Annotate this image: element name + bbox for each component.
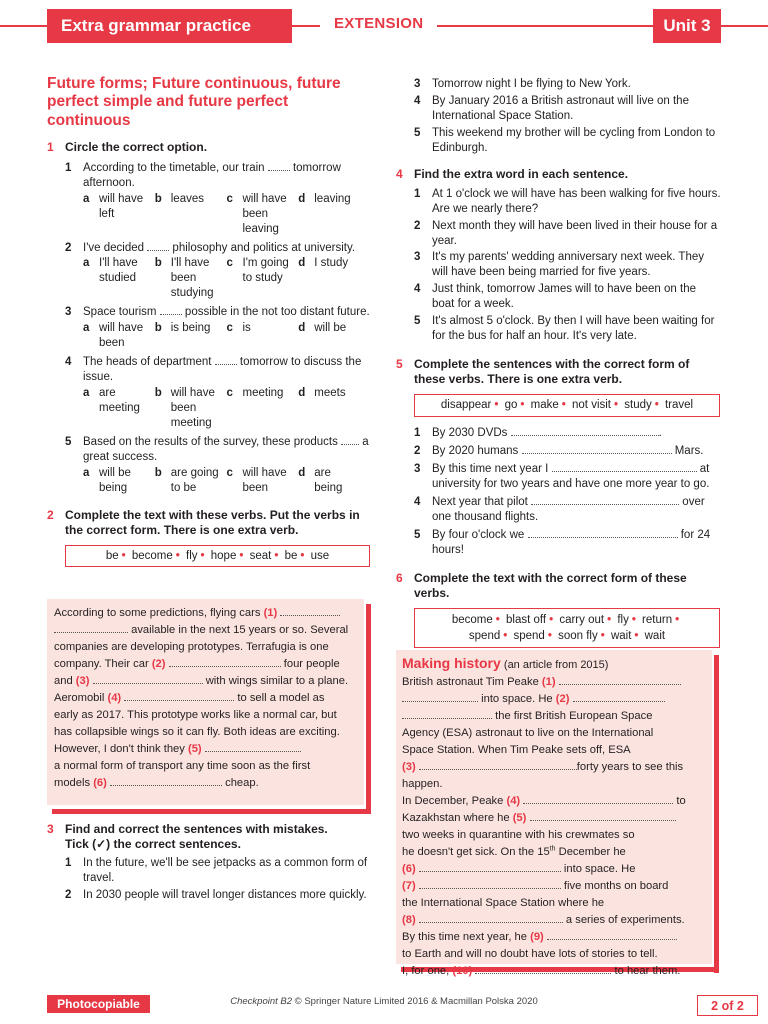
question-item: 5 It's almost 5 o'clock. By then I will have been waiting for for the bus for half an hour. It's very late.	[414, 315, 715, 343]
answer-gap[interactable]	[160, 305, 182, 315]
answer-gap[interactable]	[419, 913, 563, 923]
option[interactable]: d I study	[298, 257, 349, 270]
answer-gap[interactable]	[419, 862, 561, 872]
word-chip: spend	[513, 629, 545, 642]
option[interactable]: b are going to be	[154, 466, 219, 494]
exercise-number: 2	[47, 507, 54, 522]
question-item: 1 According to the timetable, our train tomorrow afternoon.	[65, 161, 341, 189]
answer-gap[interactable]	[528, 528, 678, 538]
answer-gap[interactable]	[268, 161, 290, 171]
answer-gap[interactable]	[93, 674, 203, 684]
exercise-number: 6	[396, 570, 403, 585]
left-column	[47, 75, 370, 567]
ex2-text-panel: According to some predictions, flying cars (1) available in the next 15 years or so. Several companies are developing prototypes. Terrafugia is one company. Their car (2) four people and (3) with wings similar to a plane. Aeromobil (4) to sell a model as early as 2017. This prototype works like a normal car, but has collapsible wings so it can fly. Both ideas are exciting. However, I don't think they (5) a normal form of transport any time soon as the first models (6) cheap.	[47, 599, 364, 805]
answer-gap[interactable]	[341, 435, 359, 445]
exercise-instruction: Complete the text with the correct form of these verbs.	[414, 570, 687, 600]
word-chip: blast off	[506, 613, 547, 626]
question-item: 3 It's my parents' wedding anniversary next week. They will have been being married for five years.	[414, 251, 705, 279]
word-chip: go	[504, 399, 518, 412]
option-row	[83, 256, 370, 301]
option[interactable]: a I'll have studied	[83, 257, 138, 285]
exercise-instruction: Circle the correct option.	[65, 139, 208, 154]
option-row	[83, 192, 370, 237]
answer-gap[interactable]	[531, 495, 679, 505]
word-chip: wait	[644, 629, 666, 642]
option[interactable]: d are being	[298, 466, 343, 494]
exercise-6	[396, 571, 721, 648]
exercise-number: 1	[47, 139, 54, 154]
answer-gap[interactable]	[523, 794, 673, 804]
answer-gap[interactable]	[475, 964, 611, 974]
word-chip: carry out	[559, 613, 605, 626]
word-box: be • become • fly • hope • seat • be • use	[65, 545, 370, 568]
option-row	[83, 386, 370, 431]
exercise-instruction: Complete the sentences with the correct form of these verbs. There is one extra verb.	[414, 357, 690, 387]
answer-gap[interactable]	[205, 742, 301, 752]
word-chip: disappear	[440, 399, 492, 412]
header-unit-badge: Unit 3	[653, 9, 721, 43]
option[interactable]: c is	[226, 322, 251, 335]
option[interactable]: b is being	[154, 322, 211, 335]
option[interactable]: b will have been meeting	[154, 386, 215, 429]
word-chip: study	[624, 399, 652, 412]
word-chip: be	[105, 549, 119, 562]
option[interactable]: a are meeting	[83, 386, 140, 414]
option-row	[83, 321, 370, 351]
word-chip: become	[131, 549, 173, 562]
exercise-1	[47, 140, 370, 496]
answer-gap[interactable]	[402, 692, 478, 702]
word-chip: use	[310, 549, 330, 562]
question-item: 1 In the future, we'll be see jetpacks as a common form of travel.	[65, 857, 368, 884]
word-chip: return	[642, 613, 673, 626]
exercise-number: 4	[396, 166, 403, 181]
word-chip: hope	[210, 549, 237, 562]
option[interactable]: a will have left	[83, 192, 144, 220]
option[interactable]: d will be	[298, 322, 347, 335]
right-column	[396, 77, 721, 648]
exercise-number: 5	[396, 357, 403, 372]
exercise-instruction: Complete the text with these verbs. Put the verbs in the correct form. There is one extra verb.	[65, 507, 360, 537]
question-item: 4 The heads of department tomorrow to discuss the issue.	[65, 356, 362, 384]
ex6-article-panel: Making history (an article from 2015) British astronaut Tim Peake (1) into space. He (2) the first British European Space Agency (ESA) astronaut to live on the International Space Station. When Tim Peake sets off, ESA (3) forty years to see this happen. In December, Peake (4) to Kazakhstan where he (5) two weeks in quarantine with his crewmates so he doesn't get sick. On the 15th December he (6) into space. He (7) five months on board the International Space Station where he (8) a series of experiments. By this time next year, he (9) to Earth and will no doubt have lots of stories to tell. I, for one, (10) to hear them.	[396, 650, 712, 964]
panel-shadow	[714, 655, 719, 973]
option[interactable]: c meeting	[226, 386, 284, 399]
answer-gap[interactable]	[573, 692, 665, 702]
section-title: Future forms; Future continuous, future perfect simple and future perfect continuous	[47, 75, 341, 129]
question-item: 5 Based on the results of the survey, these products a great success.	[65, 435, 369, 463]
exercise-3	[47, 822, 370, 903]
question-item: 3 Tomorrow night I be flying to New York.	[414, 78, 631, 90]
question-item: 2 Next month they will have been lived in their house for a year.	[414, 219, 718, 247]
answer-gap[interactable]	[280, 606, 340, 616]
option[interactable]: c will have been leaving	[226, 192, 287, 235]
question-item: 3 Space tourism possible in the not too distant future.	[65, 306, 370, 319]
answer-gap[interactable]	[419, 760, 577, 770]
answer-gap[interactable]	[402, 709, 492, 719]
answer-gap[interactable]	[215, 355, 237, 365]
option[interactable]: d meets	[298, 386, 346, 399]
question-item: 2 I've decided philosophy and politics at university.	[65, 241, 356, 254]
question-item: 5 This weekend my brother will be cycling from London to Edinburgh.	[414, 126, 716, 154]
question-item: 4 Just think, tomorrow James will to have been on the boat for a week.	[414, 283, 696, 311]
panel-shadow	[52, 809, 371, 814]
answer-gap[interactable]	[54, 623, 128, 633]
word-chip: fly	[186, 549, 198, 562]
option[interactable]: c I'm going to study	[226, 257, 289, 285]
exercise-2	[47, 508, 370, 568]
question-item: 1 At 1 o'clock we will have has been walking for five hours. Are we nearly there?	[414, 187, 721, 215]
header-extension-label: EXTENSION	[320, 14, 437, 34]
exercise-5	[396, 357, 721, 557]
word-chip: travel	[664, 399, 694, 412]
option[interactable]: c will have been	[226, 466, 287, 494]
answer-gap[interactable]	[124, 691, 234, 701]
photocopiable-badge: Photocopiable	[47, 995, 150, 1013]
answer-gap[interactable]	[522, 444, 672, 454]
exercise-number: 3	[47, 822, 54, 836]
word-chip: become	[451, 613, 493, 626]
question-item: 2 By 2020 humans Mars.	[414, 444, 704, 457]
answer-gap[interactable]	[559, 675, 681, 685]
question-item: 1 By 2030 DVDs .	[414, 427, 662, 439]
exercise-instruction: Find and correct the sentences with mistakes.	[65, 822, 328, 836]
word-box: become • blast off • carry out • fly • return • spend • spend • soon fly • wait • wait	[414, 608, 720, 648]
word-chip: seat	[249, 549, 272, 562]
exercise-instruction: Tick (✓) the correct sentences.	[65, 837, 241, 851]
word-box: disappear • go • make • not visit • study • travel	[414, 394, 720, 417]
answer-gap[interactable]	[552, 462, 697, 472]
word-chip: soon fly	[558, 629, 598, 642]
question-item: 2 In 2030 people will travel longer distances more quickly.	[65, 888, 367, 901]
exercise-4	[396, 167, 721, 344]
word-chip: fly	[617, 613, 629, 626]
question-item: 5 By four o'clock we for 24 hours!	[414, 528, 711, 556]
option[interactable]: d leaving	[298, 192, 351, 205]
answer-gap[interactable]	[110, 776, 222, 786]
word-chip: not visit	[572, 399, 612, 412]
question-item: 3 By this time next year I at university for two years and have one more year to go.	[414, 462, 710, 490]
answer-gap[interactable]	[419, 879, 561, 889]
question-item: 4 Next year that pilot over one thousand flights.	[414, 495, 705, 523]
option[interactable]: a will have been	[83, 322, 144, 350]
option[interactable]: b I'll have been studying	[154, 257, 214, 300]
word-chip: spend	[468, 629, 501, 642]
answer-gap[interactable]	[169, 657, 281, 667]
answer-gap[interactable]	[511, 426, 659, 436]
header-title: Extra grammar practice	[47, 9, 292, 43]
word-chip: be	[284, 549, 298, 562]
answer-gap[interactable]	[147, 241, 169, 251]
option[interactable]: b leaves	[154, 192, 204, 205]
word-chip: make	[530, 399, 559, 412]
copyright-line: Checkpoint B2 © Springer Nature Limited 2016 & Macmillan Polska 2020	[230, 996, 538, 1007]
article-title: Making history	[402, 655, 501, 671]
option[interactable]: a will be being	[83, 466, 131, 494]
article-note: (an article from 2015)	[503, 659, 609, 671]
question-item: 4 By January 2016 a British astronaut will live on the International Space Station.	[414, 94, 689, 122]
panel-shadow	[366, 604, 371, 814]
answer-gap[interactable]	[547, 930, 677, 940]
answer-gap[interactable]	[530, 811, 676, 821]
option-row	[83, 466, 370, 496]
word-chip: wait	[610, 629, 632, 642]
exercise-instruction: Find the extra word in each sentence.	[414, 166, 629, 181]
page-number: 2 of 2	[697, 995, 758, 1016]
